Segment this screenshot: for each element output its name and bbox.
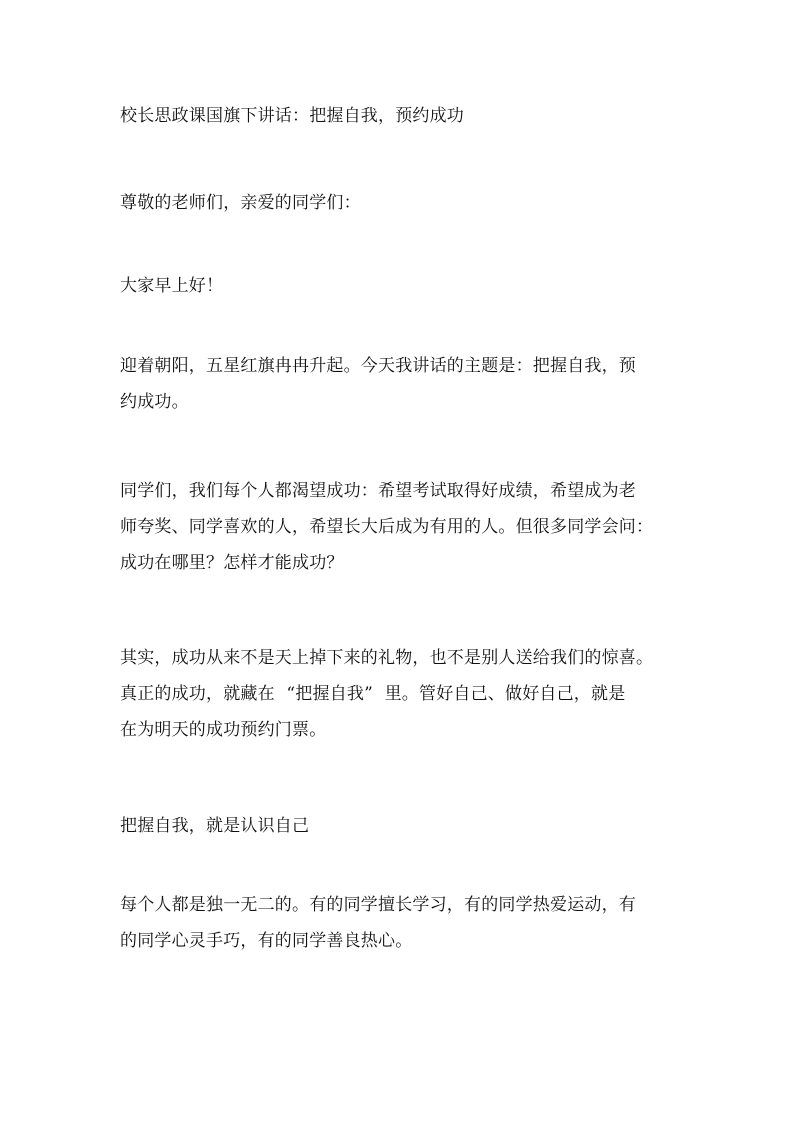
paragraph-3-line-2: 真正的成功，就藏在 “把握自我” 里。管好自己、做好自己，就是 — [120, 684, 626, 704]
paragraph-4-line-2: 的同学心灵手巧，有的同学善良热心。 — [120, 931, 413, 951]
morning-paragraph — [120, 268, 680, 304]
section-heading-text: 把握自我，就是认识自己 — [120, 816, 310, 836]
paragraph-4-line-1: 每个人都是独一无二的。有的同学擅长学习，有的同学热爱运动，有 — [120, 895, 636, 915]
document-title — [120, 98, 680, 134]
paragraph-3-line-1: 其实，成功从来不是天上掉下来的礼物，也不是别人送给我们的惊喜。 — [120, 648, 654, 668]
paragraph-1-line-2: 约成功。 — [120, 392, 189, 412]
paragraph-4 — [120, 887, 680, 959]
paragraph-2-line-2: 师夸奖、同学喜欢的人，希望长大后成为有用的人。但很多同学会问： — [120, 517, 654, 537]
paragraph-3-line-3: 在为明天的成功预约门票。 — [120, 720, 327, 740]
greeting-text: 尊敬的老师们，亲爱的同学们： — [120, 193, 361, 213]
section-heading — [120, 808, 680, 844]
paragraph-2-line-1: 同学们，我们每个人都渴望成功：希望考试取得好成绩，希望成为老 — [120, 481, 636, 501]
paragraph-3 — [120, 640, 680, 748]
paragraph-2 — [120, 473, 680, 581]
greeting-paragraph — [120, 185, 680, 221]
paragraph-1-line-1: 迎着朝阳，五星红旗冉冉升起。今天我讲话的主题是：把握自我，预 — [120, 356, 636, 376]
paragraph-1 — [120, 348, 680, 420]
document-title-text: 校长思政课国旗下讲话：把握自我，预约成功 — [120, 106, 464, 126]
morning-text: 大家早上好！ — [120, 276, 224, 296]
paragraph-2-line-3: 成功在哪里？怎样才能成功？ — [120, 553, 344, 573]
